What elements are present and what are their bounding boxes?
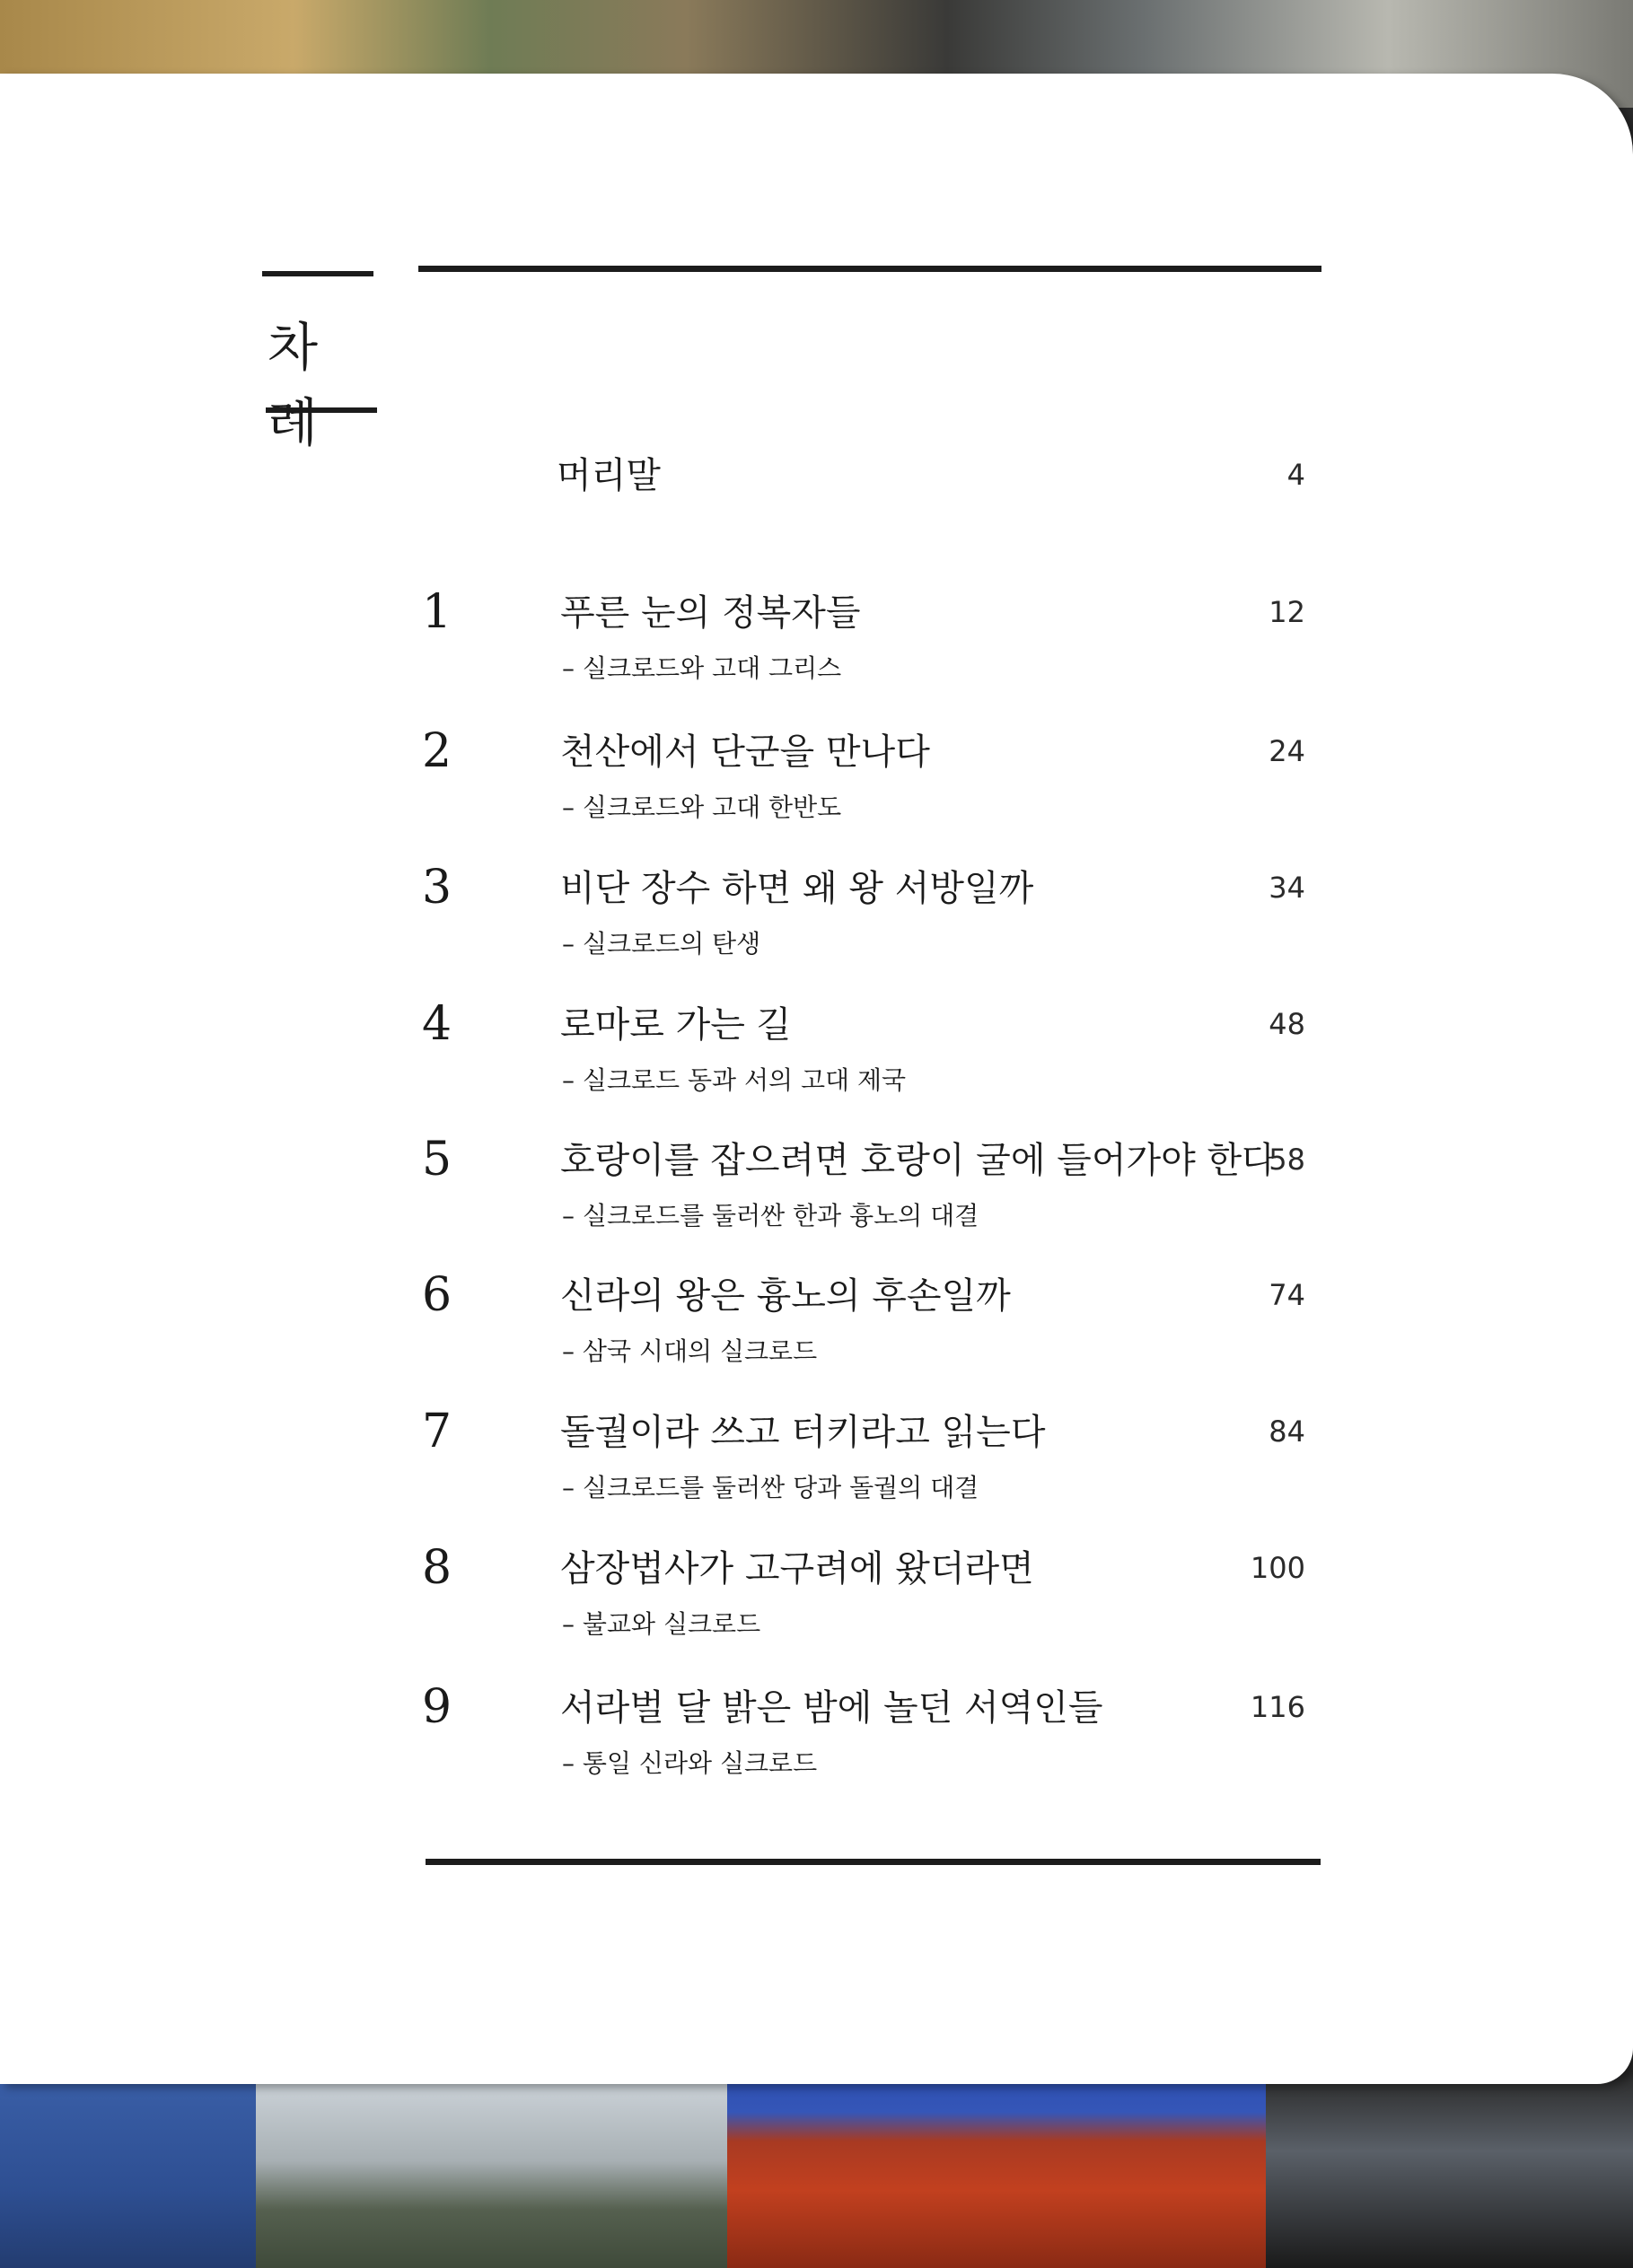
photo-sea [0,2073,256,2268]
chapter-page: 100 [1250,1551,1305,1585]
toc-entry [0,1676,1633,1801]
chapter-title: 서라벌 달 밝은 밤에 놀던 서역인들 [560,1687,1103,1729]
toc-entry [0,581,1633,706]
chapter-number: 6 [422,1268,452,1322]
chapter-title: 로마로 가는 길 [560,1004,792,1046]
chapter-subtitle: – 실크로드 동과 서의 고대 제국 [562,1065,907,1095]
chapter-number: 3 [422,861,452,915]
toc-entry [0,856,1633,982]
chapter-number: 5 [422,1133,452,1187]
chapter-subtitle: – 실크로드와 고대 한반도 [562,792,842,822]
chapter-page: 74 [1269,1278,1305,1312]
chapter-title: 삼장법사가 고구려에 왔더라면 [560,1548,1034,1589]
photo-city [256,2073,727,2268]
toc-entry [0,993,1633,1118]
chapter-number: 9 [422,1680,452,1734]
chapter-page: 12 [1269,595,1305,629]
toc-entry [0,1400,1633,1526]
heading-rule-top [262,271,373,276]
chapter-number: 1 [422,585,452,639]
chapter-subtitle: – 실크로드의 탄생 [562,929,761,959]
chapter-subtitle: – 실크로드를 둘러싼 한과 흉노의 대결 [562,1201,979,1230]
toc-preface [0,443,1633,569]
chapter-title: 비단 장수 하면 왜 왕 서방일까 [560,868,1034,909]
preface-page: 4 [1286,458,1305,492]
chapter-page: 48 [1269,1007,1305,1041]
chapter-title: 푸른 눈의 정복자들 [560,592,861,634]
photo-dark-landscape [1266,2073,1633,2268]
chapter-subtitle: – 실크로드와 고대 그리스 [562,653,842,683]
toc-entry [0,1264,1633,1389]
chapter-title: 천산에서 단군을 만나다 [560,731,930,773]
chapter-subtitle: – 실크로드를 둘러싼 당과 돌궐의 대결 [562,1473,979,1502]
chapter-page: 34 [1269,871,1305,905]
chapter-page: 84 [1269,1414,1305,1449]
chapter-subtitle: – 통일 신라와 실크로드 [562,1748,818,1778]
chapter-title: 호랑이를 잡으려면 호랑이 굴에 들어가야 한다 [560,1140,1277,1181]
chapter-number: 8 [422,1541,452,1595]
chapter-subtitle: – 불교와 실크로드 [562,1609,761,1639]
chapter-subtitle: – 삼국 시대의 실크로드 [562,1336,818,1366]
chapter-page: 58 [1269,1143,1305,1177]
toc-entry [0,720,1633,845]
toc-entry [0,1128,1633,1254]
book-page [0,74,1633,2084]
chapter-title: 돌궐이라 쓰고 터키라고 읽는다 [560,1412,1046,1453]
chapter-number: 4 [422,997,452,1051]
chapter-number: 7 [422,1405,452,1458]
photo-red-mountain [727,2073,1266,2268]
page-title: 차 례 [268,317,328,453]
chapter-number: 2 [422,724,452,778]
top-rule [418,266,1321,272]
bottom-rule [426,1859,1321,1865]
chapter-page: 24 [1269,734,1305,768]
chapter-title: 신라의 왕은 흉노의 후손일까 [560,1275,1011,1317]
chapter-page: 116 [1250,1690,1305,1724]
bottom-photo-strip [0,2073,1633,2268]
preface-title: 머리말 [557,455,661,496]
toc-entry [0,1537,1633,1662]
